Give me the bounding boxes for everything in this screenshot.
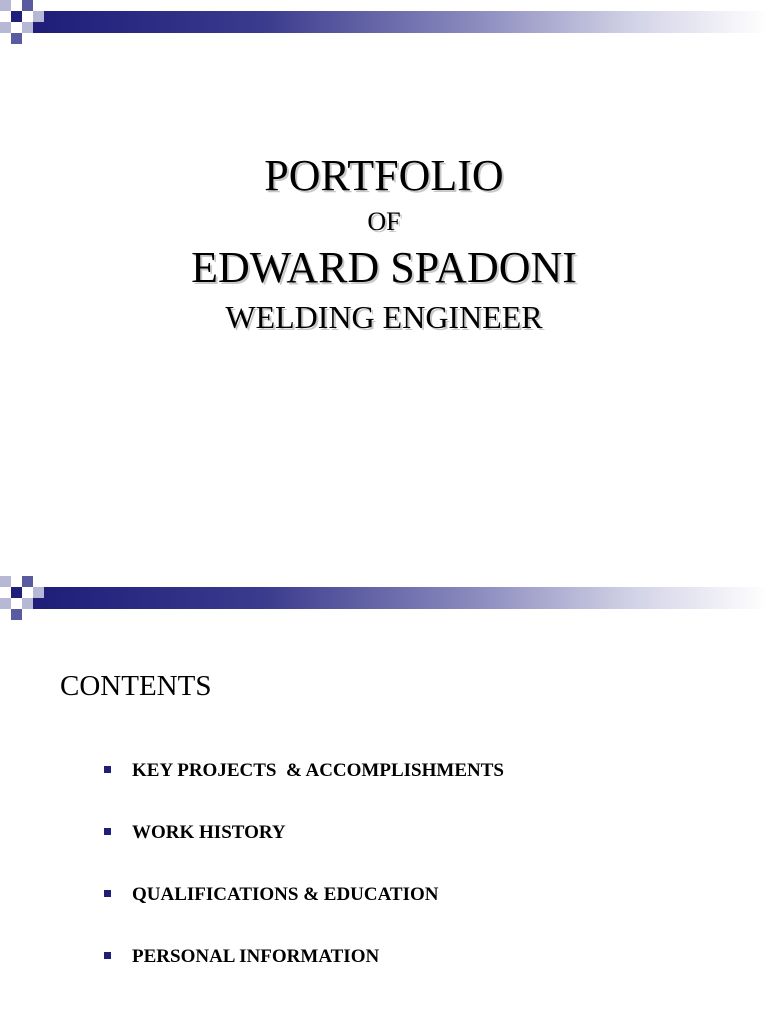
checker-square bbox=[33, 598, 44, 609]
checker-square bbox=[11, 587, 22, 598]
square-bullet-icon bbox=[104, 952, 111, 959]
checker-square bbox=[11, 11, 22, 22]
contents-slide bbox=[0, 576, 768, 1024]
checker-square bbox=[11, 609, 22, 620]
person-name: EDWARD SPADONI bbox=[191, 243, 577, 292]
list-item-label: PERSONAL INFORMATION bbox=[132, 946, 380, 967]
header-gradient-bar bbox=[44, 11, 768, 33]
checker-square bbox=[22, 0, 33, 11]
slide-header-decoration bbox=[0, 0, 768, 48]
checker-square bbox=[0, 598, 11, 609]
list-item-label: WORK HISTORY bbox=[132, 822, 286, 843]
checker-square bbox=[33, 587, 44, 598]
person-role: WELDING ENGINEER bbox=[225, 299, 543, 335]
checker-square bbox=[22, 576, 33, 587]
portfolio-title: PORTFOLIO bbox=[264, 151, 504, 200]
checker-square bbox=[0, 0, 11, 11]
square-bullet-icon bbox=[104, 828, 111, 835]
header-gradient-bar bbox=[44, 587, 768, 609]
checker-square bbox=[11, 33, 22, 44]
contents-heading: CONTENTS bbox=[60, 670, 212, 702]
list-item-label: QUALIFICATIONS & EDUCATION bbox=[132, 884, 439, 905]
checker-square bbox=[0, 576, 11, 587]
square-bullet-icon bbox=[104, 890, 111, 897]
title-connector: OF bbox=[367, 207, 401, 236]
checker-square bbox=[0, 22, 11, 33]
checker-square bbox=[22, 22, 33, 33]
checker-square bbox=[22, 598, 33, 609]
checker-square bbox=[33, 11, 44, 22]
list-item-label: KEY PROJECTS & ACCOMPLISHMENTS bbox=[132, 760, 504, 781]
slide-header-decoration bbox=[0, 576, 768, 624]
checker-square bbox=[33, 22, 44, 33]
square-bullet-icon bbox=[104, 766, 111, 773]
